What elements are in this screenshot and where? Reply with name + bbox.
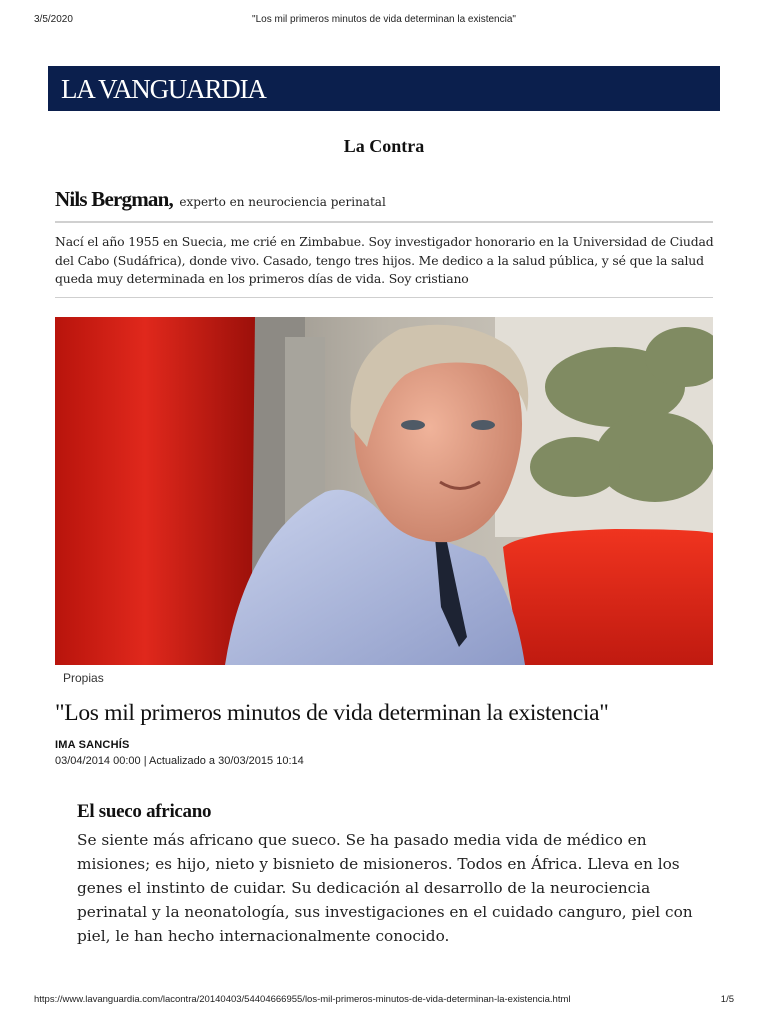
photo-credit: Propias bbox=[63, 671, 104, 685]
section-label[interactable]: La Contra bbox=[343, 136, 425, 156]
interviewee-intro: Nací el año 1955 en Suecia, me crié en Zimbabue. Soy investigador honorario en la Universidad de Ciudad del Cabo (Sudáfrica), donde vivo. Casado, tengo tres hijos. Me dedico a la salud pública, y sé que la salud queda muy determinada en los primeros días de vida. Soy cristiano bbox=[55, 234, 714, 286]
masthead[interactable] bbox=[48, 66, 720, 111]
article-dateline: 03/04/2014 00:00 | Actualizado a 30/03/2015 10:14 bbox=[55, 755, 304, 767]
la-vanguardia-logo[interactable]: LA VANGUARDIA bbox=[61, 74, 266, 104]
interviewee-role: experto en neurociencia perinatal bbox=[179, 195, 386, 209]
print-url: https://www.lavanguardia.com/lacontra/20140403/54404666955/los-mil-primeros-minutos-de-vida-determinan-la-existencia.html bbox=[34, 994, 571, 1005]
divider-bottom bbox=[55, 297, 713, 298]
article-headline: "Los mil primeros minutos de vida determinan la existencia" bbox=[55, 700, 609, 726]
print-date: 3/5/2020 bbox=[34, 14, 73, 25]
divider-top bbox=[55, 221, 713, 223]
interviewee-header bbox=[55, 187, 386, 212]
article-body: Se siente más africano que sueco. Se ha pasado media vida de médico en misiones; es hijo, nieto y bisnieto de misioneros. Todos en África. Lleva en los genes el instinto de cuidar. Su dedicación al desarrollo de la neurociencia perinatal y la neonatología, sus investigaciones en el cuidado canguro, piel con piel, le han hecho internacionalmente conocido. bbox=[77, 831, 693, 945]
print-page-number: 1/5 bbox=[720, 994, 734, 1005]
article-author[interactable]: IMA SANCHÍS bbox=[55, 739, 130, 751]
print-header bbox=[34, 14, 734, 28]
article-photo bbox=[55, 317, 713, 665]
interviewee-name: Nils Bergman, bbox=[55, 187, 173, 211]
print-footer bbox=[34, 994, 734, 1008]
print-title: "Los mil primeros minutos de vida determinan la existencia" bbox=[252, 14, 516, 25]
article-subhead: El sueco africano bbox=[77, 801, 212, 822]
